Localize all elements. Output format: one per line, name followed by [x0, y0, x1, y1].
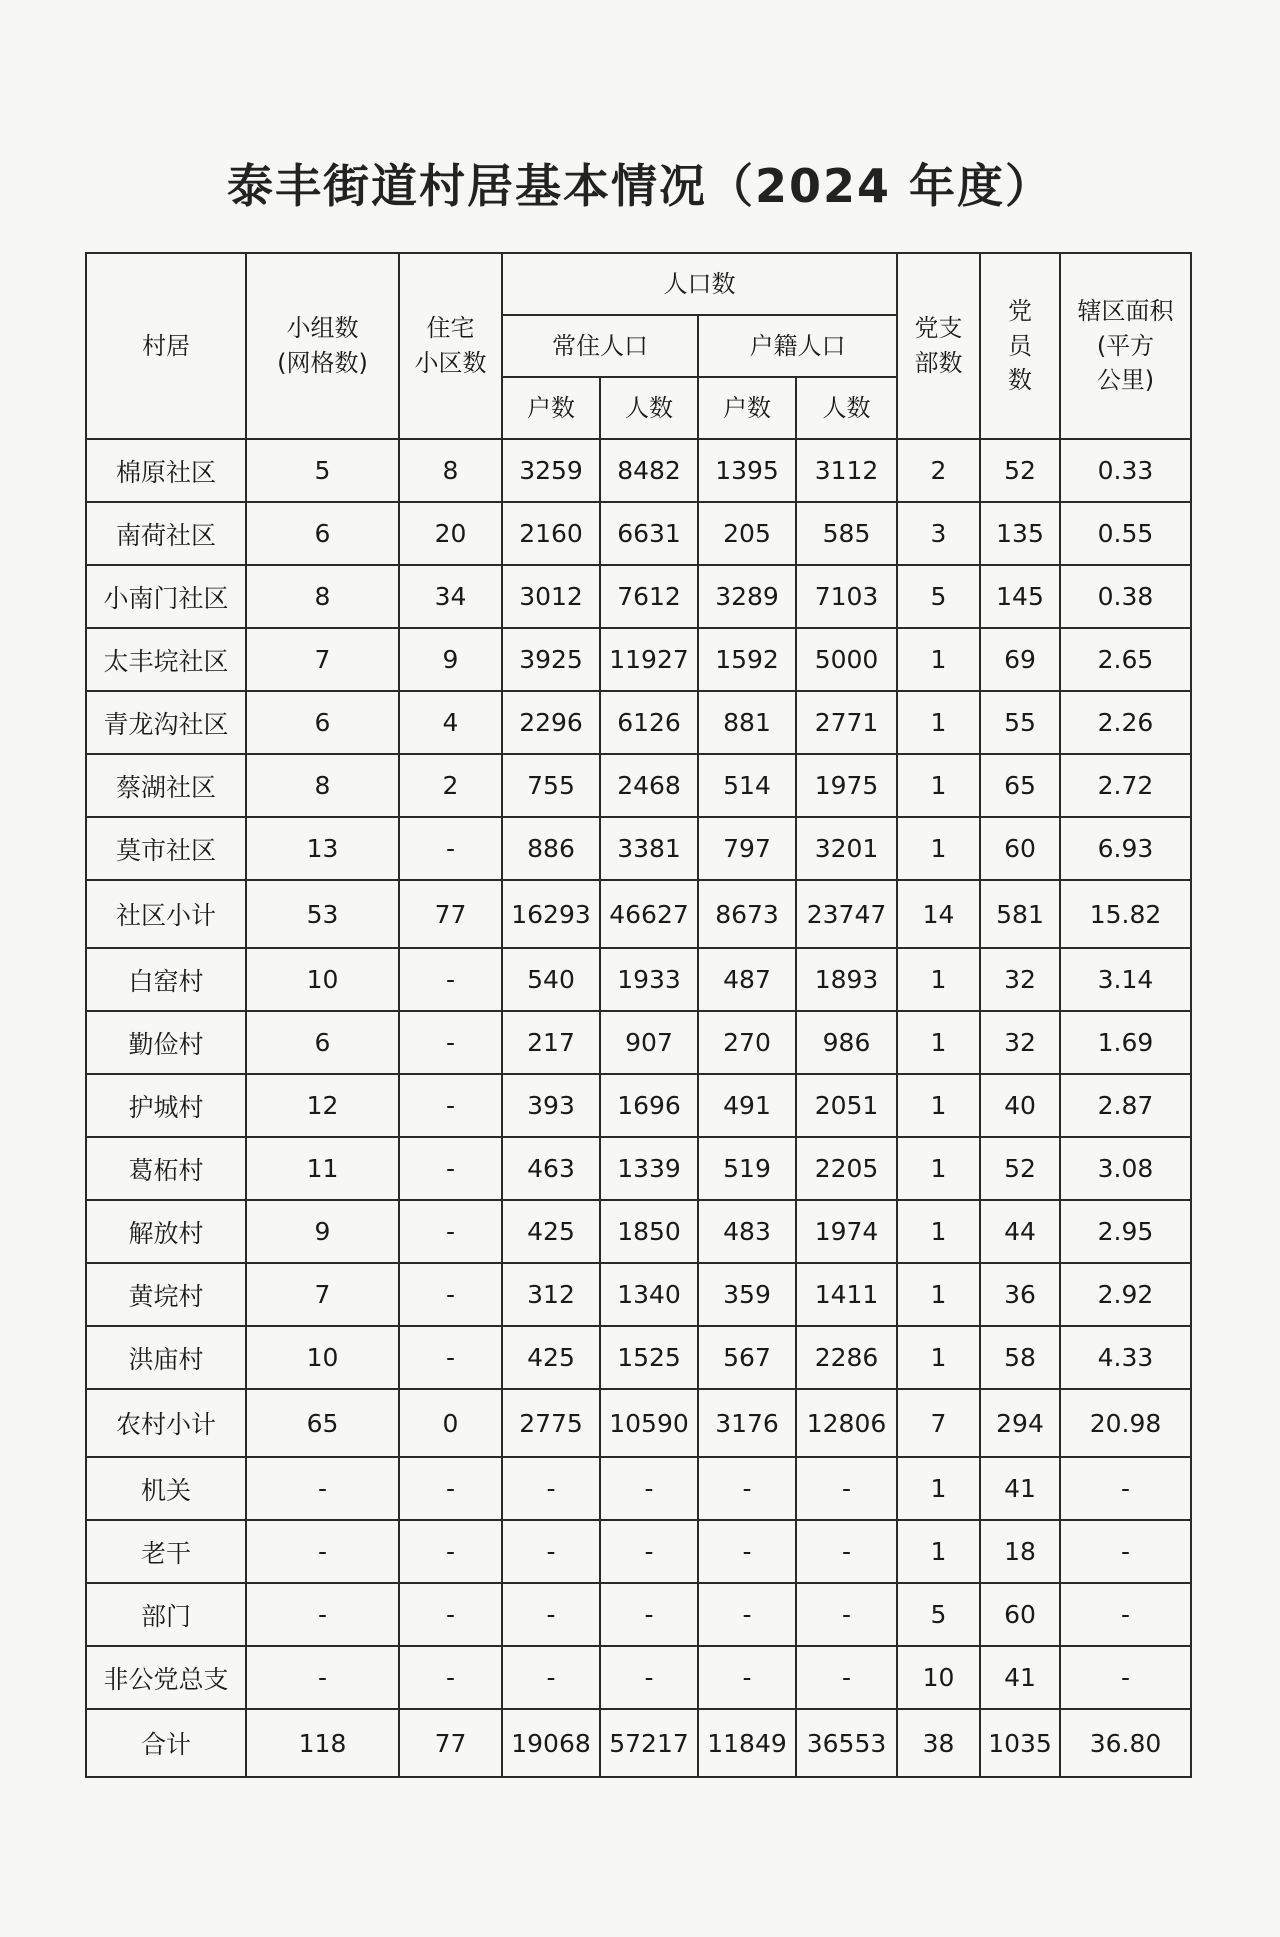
cell-res: 20: [399, 502, 502, 565]
cell-gp: -: [796, 1520, 897, 1583]
cell-gh: 487: [698, 948, 796, 1011]
cell-rp: 1933: [600, 948, 698, 1011]
cell-rh: 2160: [502, 502, 600, 565]
cell-area: 20.98: [1060, 1389, 1191, 1457]
cell-members: 58: [980, 1326, 1060, 1389]
table-row: [86, 1583, 1191, 1646]
cell-rh: 886: [502, 817, 600, 880]
cell-area: 0.38: [1060, 565, 1191, 628]
cell-branch: 3: [897, 502, 980, 565]
cell-branch: 2: [897, 439, 980, 502]
cell-members: 18: [980, 1520, 1060, 1583]
cell-res: 34: [399, 565, 502, 628]
cell-groups: 6: [246, 502, 399, 565]
cell-branch: 1: [897, 1457, 980, 1520]
cell-gp: 3201: [796, 817, 897, 880]
page-title: 泰丰街道村居基本情况（2024 年度）: [226, 159, 1054, 213]
cell-rp: 3381: [600, 817, 698, 880]
cell-members: 65: [980, 754, 1060, 817]
cell-gp: 2205: [796, 1137, 897, 1200]
cell-name: 南荷社区: [86, 502, 246, 565]
header-area: [1060, 253, 1191, 439]
cell-gh: 8673: [698, 880, 796, 948]
cell-gp: 585: [796, 502, 897, 565]
table-row: [86, 1389, 1191, 1457]
cell-branch: 5: [897, 1583, 980, 1646]
cell-members: 40: [980, 1074, 1060, 1137]
cell-groups: 12: [246, 1074, 399, 1137]
header-members-c2: 员: [1008, 331, 1032, 360]
cell-gp: 3112: [796, 439, 897, 502]
cell-rp: 1340: [600, 1263, 698, 1326]
cell-groups: 6: [246, 1011, 399, 1074]
cell-gh: 483: [698, 1200, 796, 1263]
header-branch-line1: 党支: [914, 314, 963, 343]
cell-groups: 5: [246, 439, 399, 502]
cell-gp: 5000: [796, 628, 897, 691]
cell-rh: 425: [502, 1200, 600, 1263]
table-row: [86, 439, 1191, 502]
cell-rp: 11927: [600, 628, 698, 691]
cell-gp: 23747: [796, 880, 897, 948]
cell-area: -: [1060, 1520, 1191, 1583]
cell-name: 老干: [86, 1520, 246, 1583]
header-village: 村居: [86, 253, 246, 439]
cell-rp: -: [600, 1520, 698, 1583]
header-residential-line1: 住宅: [426, 314, 475, 343]
cell-branch: 1: [897, 1326, 980, 1389]
cell-rh: 463: [502, 1137, 600, 1200]
cell-gh: 514: [698, 754, 796, 817]
cell-rp: 2468: [600, 754, 698, 817]
cell-area: 2.72: [1060, 754, 1191, 817]
cell-branch: 7: [897, 1389, 980, 1457]
cell-gh: -: [698, 1646, 796, 1709]
cell-name: 莫市社区: [86, 817, 246, 880]
cell-rp: 46627: [600, 880, 698, 948]
header-groups-line2: (网格数): [277, 349, 368, 377]
cell-name: 社区小计: [86, 880, 246, 948]
cell-rh: 2775: [502, 1389, 600, 1457]
table-row: [86, 691, 1191, 754]
cell-gp: -: [796, 1583, 897, 1646]
cell-rh: -: [502, 1646, 600, 1709]
cell-name: 农村小计: [86, 1389, 246, 1457]
header-area-line1: 辖区面积: [1077, 296, 1174, 325]
cell-gp: 2286: [796, 1326, 897, 1389]
cell-name: 洪庙村: [86, 1326, 246, 1389]
cell-gp: 2771: [796, 691, 897, 754]
cell-rp: -: [600, 1457, 698, 1520]
cell-rp: 907: [600, 1011, 698, 1074]
cell-area: 2.92: [1060, 1263, 1191, 1326]
cell-area: 15.82: [1060, 880, 1191, 948]
cell-area: 0.33: [1060, 439, 1191, 502]
cell-gp: -: [796, 1646, 897, 1709]
table-row: [86, 1011, 1191, 1074]
cell-members: 36: [980, 1263, 1060, 1326]
cell-groups: 118: [246, 1709, 399, 1777]
cell-name: 勤俭村: [86, 1011, 246, 1074]
cell-res: -: [399, 1263, 502, 1326]
cell-gp: -: [796, 1457, 897, 1520]
cell-name: 葛柘村: [86, 1137, 246, 1200]
cell-name: 青龙沟社区: [86, 691, 246, 754]
cell-branch: 1: [897, 628, 980, 691]
table-row: [86, 1074, 1191, 1137]
cell-gh: 1395: [698, 439, 796, 502]
cell-members: 69: [980, 628, 1060, 691]
cell-branch: 1: [897, 1520, 980, 1583]
cell-members: 44: [980, 1200, 1060, 1263]
cell-gh: -: [698, 1457, 796, 1520]
cell-rh: 217: [502, 1011, 600, 1074]
table-row: [86, 1263, 1191, 1326]
cell-gh: -: [698, 1583, 796, 1646]
cell-gp: 2051: [796, 1074, 897, 1137]
cell-groups: 10: [246, 948, 399, 1011]
cell-name: 机关: [86, 1457, 246, 1520]
cell-members: 145: [980, 565, 1060, 628]
cell-area: 2.95: [1060, 1200, 1191, 1263]
cell-rp: 8482: [600, 439, 698, 502]
cell-name: 解放村: [86, 1200, 246, 1263]
cell-branch: 1: [897, 1263, 980, 1326]
cell-members: 41: [980, 1457, 1060, 1520]
cell-rp: -: [600, 1583, 698, 1646]
cell-members: 60: [980, 1583, 1060, 1646]
cell-res: 77: [399, 880, 502, 948]
cell-members: 52: [980, 1137, 1060, 1200]
cell-branch: 1: [897, 1074, 980, 1137]
cell-branch: 1: [897, 1200, 980, 1263]
cell-rh: -: [502, 1457, 600, 1520]
cell-res: 77: [399, 1709, 502, 1777]
cell-branch: 1: [897, 754, 980, 817]
cell-area: 1.69: [1060, 1011, 1191, 1074]
cell-groups: -: [246, 1457, 399, 1520]
cell-gp: 1975: [796, 754, 897, 817]
cell-res: 0: [399, 1389, 502, 1457]
table-row: [86, 1326, 1191, 1389]
cell-res: -: [399, 1011, 502, 1074]
table-row: [86, 880, 1191, 948]
cell-members: 294: [980, 1389, 1060, 1457]
cell-groups: 7: [246, 1263, 399, 1326]
cell-branch: 1: [897, 1011, 980, 1074]
table-row: [86, 1646, 1191, 1709]
cell-groups: 9: [246, 1200, 399, 1263]
cell-area: 3.14: [1060, 948, 1191, 1011]
cell-rh: 3012: [502, 565, 600, 628]
header-population: 人口数: [502, 253, 897, 315]
cell-rp: 1525: [600, 1326, 698, 1389]
cell-branch: 14: [897, 880, 980, 948]
cell-area: 3.08: [1060, 1137, 1191, 1200]
cell-name: 合计: [86, 1709, 246, 1777]
cell-members: 32: [980, 948, 1060, 1011]
cell-name: 小南门社区: [86, 565, 246, 628]
table-row: [86, 565, 1191, 628]
cell-rh: 3925: [502, 628, 600, 691]
cell-rp: 6631: [600, 502, 698, 565]
cell-gp: 36553: [796, 1709, 897, 1777]
table-row: [86, 1520, 1191, 1583]
cell-rp: 7612: [600, 565, 698, 628]
table-row: [86, 817, 1191, 880]
header-registered-persons: 人数: [796, 377, 897, 439]
header-members-c3: 数: [1008, 366, 1032, 395]
cell-res: -: [399, 1074, 502, 1137]
cell-gh: 205: [698, 502, 796, 565]
cell-area: 4.33: [1060, 1326, 1191, 1389]
cell-area: 36.80: [1060, 1709, 1191, 1777]
header-residential-line2: 小区数: [414, 349, 487, 377]
cell-rp: 1696: [600, 1074, 698, 1137]
cell-res: -: [399, 1200, 502, 1263]
cell-area: -: [1060, 1646, 1191, 1709]
table-row: [86, 628, 1191, 691]
cell-members: 135: [980, 502, 1060, 565]
table-row: [86, 1709, 1191, 1777]
cell-branch: 10: [897, 1646, 980, 1709]
cell-groups: 65: [246, 1389, 399, 1457]
cell-gh: 11849: [698, 1709, 796, 1777]
cell-groups: 7: [246, 628, 399, 691]
cell-name: 非公党总支: [86, 1646, 246, 1709]
cell-gh: 1592: [698, 628, 796, 691]
header-members-c1: 党: [1008, 296, 1032, 325]
cell-gp: 986: [796, 1011, 897, 1074]
cell-rh: -: [502, 1520, 600, 1583]
cell-branch: 38: [897, 1709, 980, 1777]
cell-rp: 57217: [600, 1709, 698, 1777]
cell-groups: 53: [246, 880, 399, 948]
cell-branch: 1: [897, 691, 980, 754]
cell-gp: 1974: [796, 1200, 897, 1263]
cell-gh: -: [698, 1520, 796, 1583]
cell-res: 8: [399, 439, 502, 502]
cell-members: 52: [980, 439, 1060, 502]
header-branch: [897, 253, 980, 439]
cell-groups: 8: [246, 565, 399, 628]
cell-groups: -: [246, 1646, 399, 1709]
table-row: [86, 1457, 1191, 1520]
cell-members: 60: [980, 817, 1060, 880]
cell-name: 白窑村: [86, 948, 246, 1011]
cell-rh: 312: [502, 1263, 600, 1326]
cell-gh: 491: [698, 1074, 796, 1137]
header-residential: [399, 253, 502, 439]
header-resident-households: 户数: [502, 377, 600, 439]
cell-rh: 755: [502, 754, 600, 817]
table-row: [86, 1137, 1191, 1200]
cell-rh: 393: [502, 1074, 600, 1137]
cell-gp: 12806: [796, 1389, 897, 1457]
cell-gh: 359: [698, 1263, 796, 1326]
cell-rh: 2296: [502, 691, 600, 754]
header-resident: 常住人口: [502, 315, 698, 377]
cell-area: 2.87: [1060, 1074, 1191, 1137]
cell-gp: 7103: [796, 565, 897, 628]
header-area-line2: (平方: [1096, 331, 1155, 360]
cell-gh: 519: [698, 1137, 796, 1200]
cell-members: 41: [980, 1646, 1060, 1709]
cell-groups: -: [246, 1583, 399, 1646]
header-branch-line2: 部数: [914, 349, 963, 377]
header-area-line3: 公里): [1096, 366, 1155, 395]
cell-name: 棉原社区: [86, 439, 246, 502]
cell-rh: 19068: [502, 1709, 600, 1777]
cell-branch: 1: [897, 817, 980, 880]
cell-gh: 567: [698, 1326, 796, 1389]
cell-rh: 425: [502, 1326, 600, 1389]
cell-res: 2: [399, 754, 502, 817]
cell-area: -: [1060, 1583, 1191, 1646]
table-body: [86, 439, 1191, 1777]
cell-branch: 1: [897, 948, 980, 1011]
cell-members: 32: [980, 1011, 1060, 1074]
cell-res: -: [399, 948, 502, 1011]
cell-rp: 1339: [600, 1137, 698, 1200]
table-row: [86, 502, 1191, 565]
cell-groups: 10: [246, 1326, 399, 1389]
cell-area: 6.93: [1060, 817, 1191, 880]
cell-name: 蔡湖社区: [86, 754, 246, 817]
table-row: [86, 754, 1191, 817]
cell-rp: 1850: [600, 1200, 698, 1263]
cell-groups: -: [246, 1520, 399, 1583]
cell-area: 0.55: [1060, 502, 1191, 565]
cell-groups: 6: [246, 691, 399, 754]
header-resident-persons: 人数: [600, 377, 698, 439]
table-row: [86, 1200, 1191, 1263]
cell-rh: 540: [502, 948, 600, 1011]
cell-rh: -: [502, 1583, 600, 1646]
header-groups: [246, 253, 399, 439]
cell-gh: 3289: [698, 565, 796, 628]
cell-res: -: [399, 1520, 502, 1583]
cell-members: 581: [980, 880, 1060, 948]
cell-branch: 5: [897, 565, 980, 628]
cell-area: 2.26: [1060, 691, 1191, 754]
cell-gh: 270: [698, 1011, 796, 1074]
cell-rh: 16293: [502, 880, 600, 948]
cell-res: -: [399, 1326, 502, 1389]
cell-rh: 3259: [502, 439, 600, 502]
cell-members: 1035: [980, 1709, 1060, 1777]
header-registered-households: 户数: [698, 377, 796, 439]
cell-members: 55: [980, 691, 1060, 754]
cell-rp: -: [600, 1646, 698, 1709]
cell-groups: 13: [246, 817, 399, 880]
cell-name: 太丰垸社区: [86, 628, 246, 691]
cell-gh: 881: [698, 691, 796, 754]
cell-area: -: [1060, 1457, 1191, 1520]
cell-branch: 1: [897, 1137, 980, 1200]
cell-gh: 797: [698, 817, 796, 880]
village-table: [85, 252, 1192, 1778]
cell-name: 护城村: [86, 1074, 246, 1137]
cell-res: -: [399, 1137, 502, 1200]
cell-gp: 1411: [796, 1263, 897, 1326]
cell-groups: 11: [246, 1137, 399, 1200]
cell-rp: 10590: [600, 1389, 698, 1457]
header-groups-line1: 小组数: [286, 314, 359, 343]
header-members: [980, 253, 1060, 439]
cell-name: 部门: [86, 1583, 246, 1646]
cell-res: 9: [399, 628, 502, 691]
cell-rp: 6126: [600, 691, 698, 754]
cell-area: 2.65: [1060, 628, 1191, 691]
cell-res: -: [399, 1457, 502, 1520]
cell-res: -: [399, 817, 502, 880]
table-row: [86, 948, 1191, 1011]
cell-res: -: [399, 1583, 502, 1646]
header-registered: 户籍人口: [698, 315, 897, 377]
cell-res: 4: [399, 691, 502, 754]
cell-gp: 1893: [796, 948, 897, 1011]
cell-name: 黄垸村: [86, 1263, 246, 1326]
cell-gh: 3176: [698, 1389, 796, 1457]
cell-res: -: [399, 1646, 502, 1709]
cell-groups: 8: [246, 754, 399, 817]
